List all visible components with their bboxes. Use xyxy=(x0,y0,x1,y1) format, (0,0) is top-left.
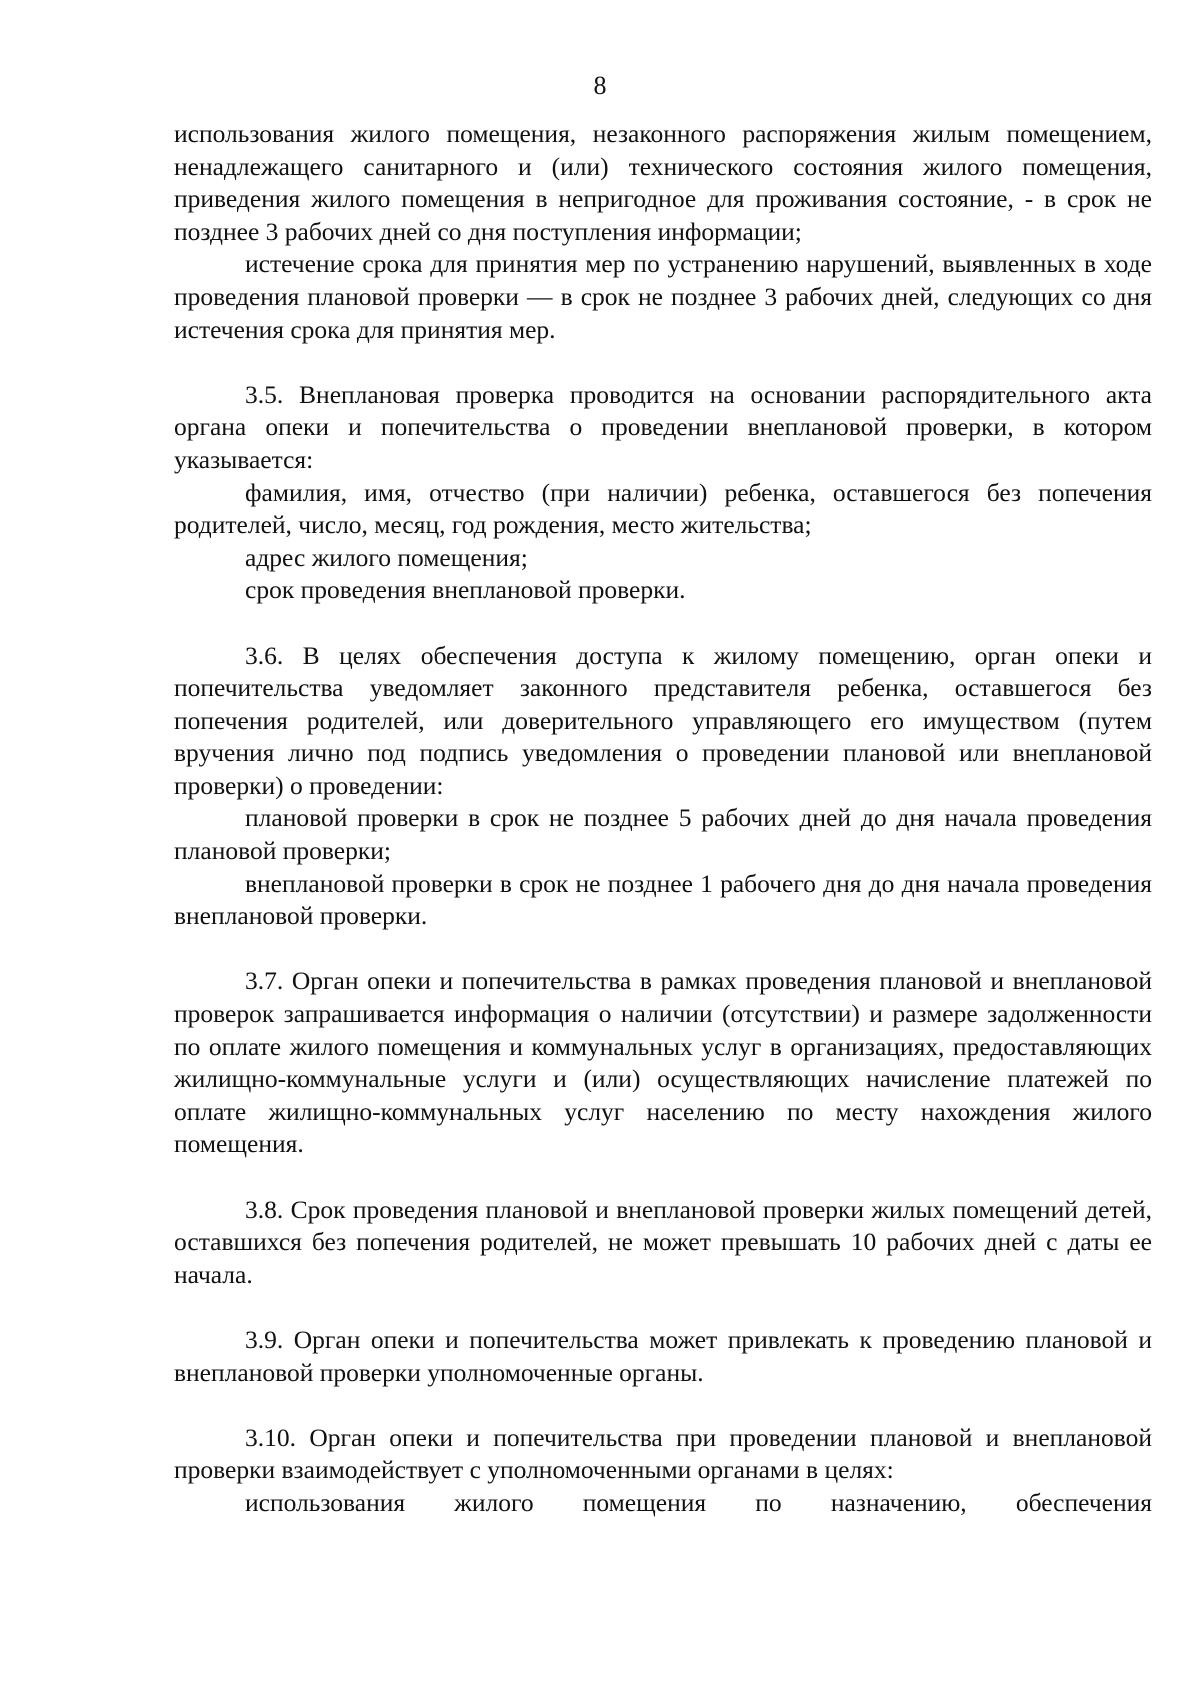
paragraph-3-9: 3.9. Орган опеки и попечительства может привлекать к проведению плановой и внеплановой проверки уполномоченные органы. xyxy=(174,1324,1152,1387)
document-body xyxy=(174,118,1152,1520)
paragraph-address: адрес жилого помещения; xyxy=(245,542,528,572)
paragraph-deadline-expiry: истечение срока для принятия мер по устранению нарушений, выявленных в ходе проведения плановой проверки — в срок не позднее 3 рабочих дней, следующих со дня истечения срока для принятия мер. xyxy=(174,249,1152,344)
paragraph-3-5: 3.5. Внеплановая проверка проводится на основании распорядительного акта органа опеки и попечительства о проведении внеплановой проверки, в котором указывается: xyxy=(174,379,1152,474)
paragraph-3-8: 3.8. Срок проведения плановой и внеплановой проверки жилых помещений детей, оставшихся без попечения родителей, не может превышать 10 рабочих дней с даты ее начала. xyxy=(174,1194,1152,1289)
paragraph-3-10: 3.10. Орган опеки и попечительства при проведении плановой и внеплановой проверки взаимодействует с уполномоченными органами в целях: xyxy=(174,1422,1152,1485)
paragraph-continuation: использования жилого помещения, незаконного распоряжения жилым помещением, ненадлежащего санитарного и (или) технического состояния жилого помещения, приведения жилого помещения в непригодное для проживания состояние, - в срок не позднее 3 рабочих дней со дня поступления информации; xyxy=(174,119,1152,246)
paragraph-child-name: фамилия, имя, отчество (при наличии) ребенка, оставшегося без попечения родителей, число, месяц, год рождения, место жительства; xyxy=(174,477,1152,540)
paragraph-unplanned-notice: внеплановой проверки в срок не позднее 1 рабочего дня до дня начала проведения внеплановой проверки. xyxy=(174,868,1152,931)
page-number: 8 xyxy=(593,71,607,100)
paragraph-inspection-term: срок проведения внеплановой проверки. xyxy=(245,575,686,605)
paragraph-3-6: 3.6. В целях обеспечения доступа к жилому помещению, орган опеки и попечительства уведомляет законного представителя ребенка, оставшегося без попечения родителей, или доверительного управляющего его имуществом (путем вручения лично под подпись уведомления о проведении плановой или внеплановой проверки) о проведении: xyxy=(174,640,1152,800)
paragraph-planned-notice: плановой проверки в срок не позднее 5 рабочих дней до дня начала проведения плановой проверки; xyxy=(174,803,1152,866)
paragraph-3-7: 3.7. Орган опеки и попечительства в рамках проведения плановой и внеплановой проверок запрашивается информация о наличии (отсутствии) и размере задолженности по оплате жилого помещения и коммунальных услуг в организациях, предоставляющих жилищно-коммунальные услуги и (или) осуществляющих начисление платежей по оплате жилищно-коммунальных услуг населению по месту нахождения жилого помещения. xyxy=(174,966,1152,1159)
paragraph-continues-next-page: использования жилого помещения по назначению, обеспечения xyxy=(245,1487,1152,1517)
